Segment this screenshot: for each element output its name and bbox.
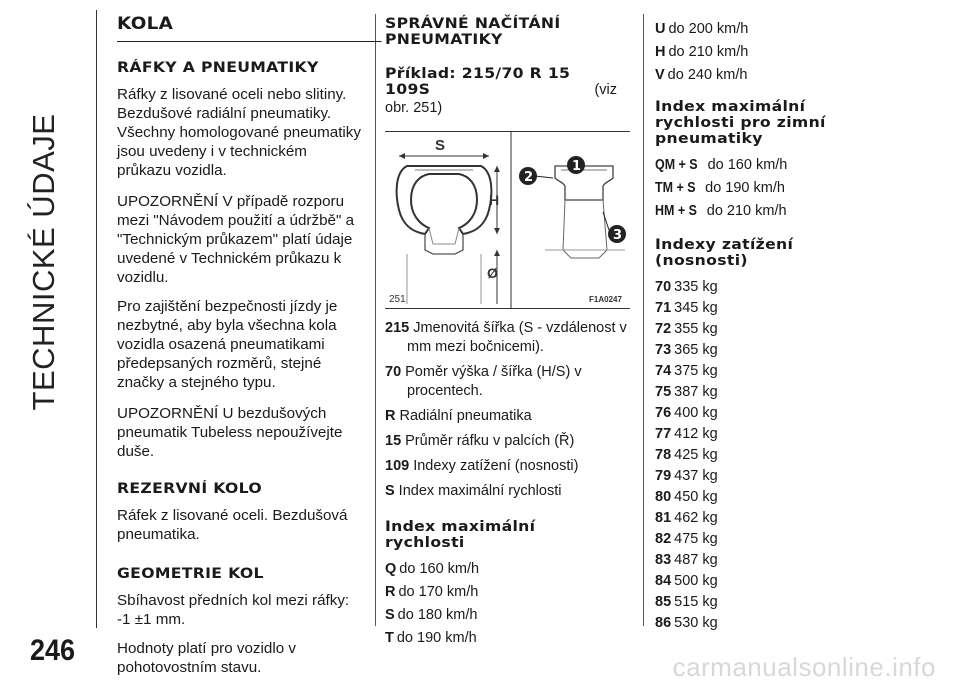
load-index-row: 84 500 kg	[655, 573, 718, 589]
load-index-row: 86 530 kg	[655, 615, 718, 631]
legend-item: S Index maximální rychlosti	[385, 483, 562, 499]
section-heading-rims: RÁFKY A PNEUMATIKY	[117, 60, 319, 76]
paragraph: UPOZORNĚNÍ V případě rozporu mezi "Návodem použití a údržbě" a "Technickým průkazem" platí údaje uvedené v Technickém průkazu k vozidlu.	[117, 193, 355, 286]
tyre-code-legend	[385, 319, 630, 501]
speed-index-row: V do 240 km/h	[655, 67, 748, 83]
load-index-row: 82 475 kg	[655, 531, 718, 547]
tyre-diagram	[385, 132, 630, 308]
section-title-text: TECHNICKÉ ÚDAJE	[26, 113, 61, 411]
callout-1: 1	[572, 159, 582, 174]
winter-speed-row: QM + S do 160 km/h	[655, 157, 788, 173]
legend-item: 109 Indexy zatížení (nosnosti)	[385, 458, 579, 474]
speed-index-row: U do 200 km/h	[655, 21, 749, 37]
load-index-list	[655, 278, 915, 633]
section-heading-winter-speed: Index maximální rychlosti pro zimní pneumatiky	[655, 99, 826, 147]
section-heading-geometry: GEOMETRIE KOL	[117, 566, 264, 582]
load-index-row: 74 375 kg	[655, 363, 718, 379]
page-number: 246	[30, 633, 76, 667]
section-title-vertical	[26, 30, 90, 620]
label-h: H	[489, 192, 500, 208]
figure-reference: (viz obr. 251)	[385, 82, 618, 116]
column-middle	[385, 16, 630, 652]
figure-number: 251	[389, 294, 406, 305]
margin-divider	[96, 10, 97, 628]
callout-2: 2	[524, 170, 534, 185]
winter-speed-row: HM + S do 210 km/h	[655, 203, 787, 219]
paragraph: Ráfky z lisované oceli nebo slitiny. Bezdušové radiální pneumatiky. Všechny homologované pneumatiky jsou uvedeny i v technickém průkazu vozidla.	[117, 86, 361, 179]
load-index-row: 85 515 kg	[655, 594, 718, 610]
load-index-row: 71 345 kg	[655, 300, 718, 316]
speed-index-row: T do 190 km/h	[385, 630, 477, 646]
speed-index-row: Q do 160 km/h	[385, 561, 480, 577]
column-divider	[643, 14, 644, 626]
winter-speed-row: TM + S do 190 km/h	[655, 180, 785, 196]
section-heading-speed-index: Index maximální rychlosti	[385, 519, 536, 551]
speed-index-row: S do 180 km/h	[385, 607, 478, 623]
load-index-row: 75 387 kg	[655, 384, 718, 400]
legend-item: R Radiální pneumatika	[385, 408, 532, 424]
load-index-row: 83 487 kg	[655, 552, 718, 568]
legend-item: 215 Jmenovitá šířka (S - vzdálenost v mm mezi bočnicemi).	[385, 320, 627, 355]
callout-3: 3	[613, 228, 623, 243]
load-index-row: 72 355 kg	[655, 321, 718, 337]
load-index-row: 76 400 kg	[655, 405, 718, 421]
load-index-row: 73 365 kg	[655, 342, 718, 358]
load-index-row: 77 412 kg	[655, 426, 718, 442]
legend-item: 70 Poměr výška / šířka (H/S) v procentech.	[385, 364, 582, 399]
speed-index-row: R do 170 km/h	[385, 584, 479, 600]
figure-code: F1A0247	[589, 295, 622, 304]
column-divider	[375, 14, 376, 626]
paragraph: Hodnoty platí pro vozidlo v pohotovostním stavu.	[117, 640, 296, 676]
load-index-row: 81 462 kg	[655, 510, 718, 526]
paragraph: Sbíhavost předních kol mezi ráfky: -1 ±1 mm.	[117, 592, 350, 628]
column-left	[117, 16, 362, 687]
load-index-row: 70 335 kg	[655, 279, 718, 295]
section-heading-spare: REZERVNÍ KOLO	[117, 481, 263, 497]
tyre-example	[385, 66, 630, 117]
example-code: Příklad: 215/70 R 15 109S	[385, 66, 571, 98]
section-heading-reading: SPRÁVNÉ NAČÍTÁNÍ PNEUMATIKY	[385, 16, 561, 48]
watermark: carmanualsonline.info	[672, 652, 936, 682]
column-right	[655, 20, 915, 635]
page-title: KOLA	[117, 16, 382, 42]
paragraph: UPOZORNĚNÍ U bezdušových pneumatik Tubeless nepoužívejte duše.	[117, 405, 343, 460]
legend-item: 15 Průměr ráfku v palcích (Ř)	[385, 433, 575, 449]
section-heading-load-index: Indexy zatížení (nosnosti)	[655, 237, 794, 269]
tyre-figure	[385, 131, 630, 309]
label-s: S	[435, 137, 446, 154]
speed-index-row: H do 210 km/h	[655, 44, 749, 60]
load-index-row: 80 450 kg	[655, 489, 718, 505]
paragraph: Pro zajištění bezpečnosti jízdy je nezbytné, aby byla všechna kola vozidla osazená pneumatikami předepsaných rozměrů, stejné značky a stejného typu.	[117, 298, 338, 391]
load-index-row: 78 425 kg	[655, 447, 718, 463]
paragraph: Ráfek z lisované oceli. Bezdušová pneumatika.	[117, 507, 348, 543]
label-diameter: Ø	[487, 265, 498, 281]
load-index-row: 79 437 kg	[655, 468, 718, 484]
